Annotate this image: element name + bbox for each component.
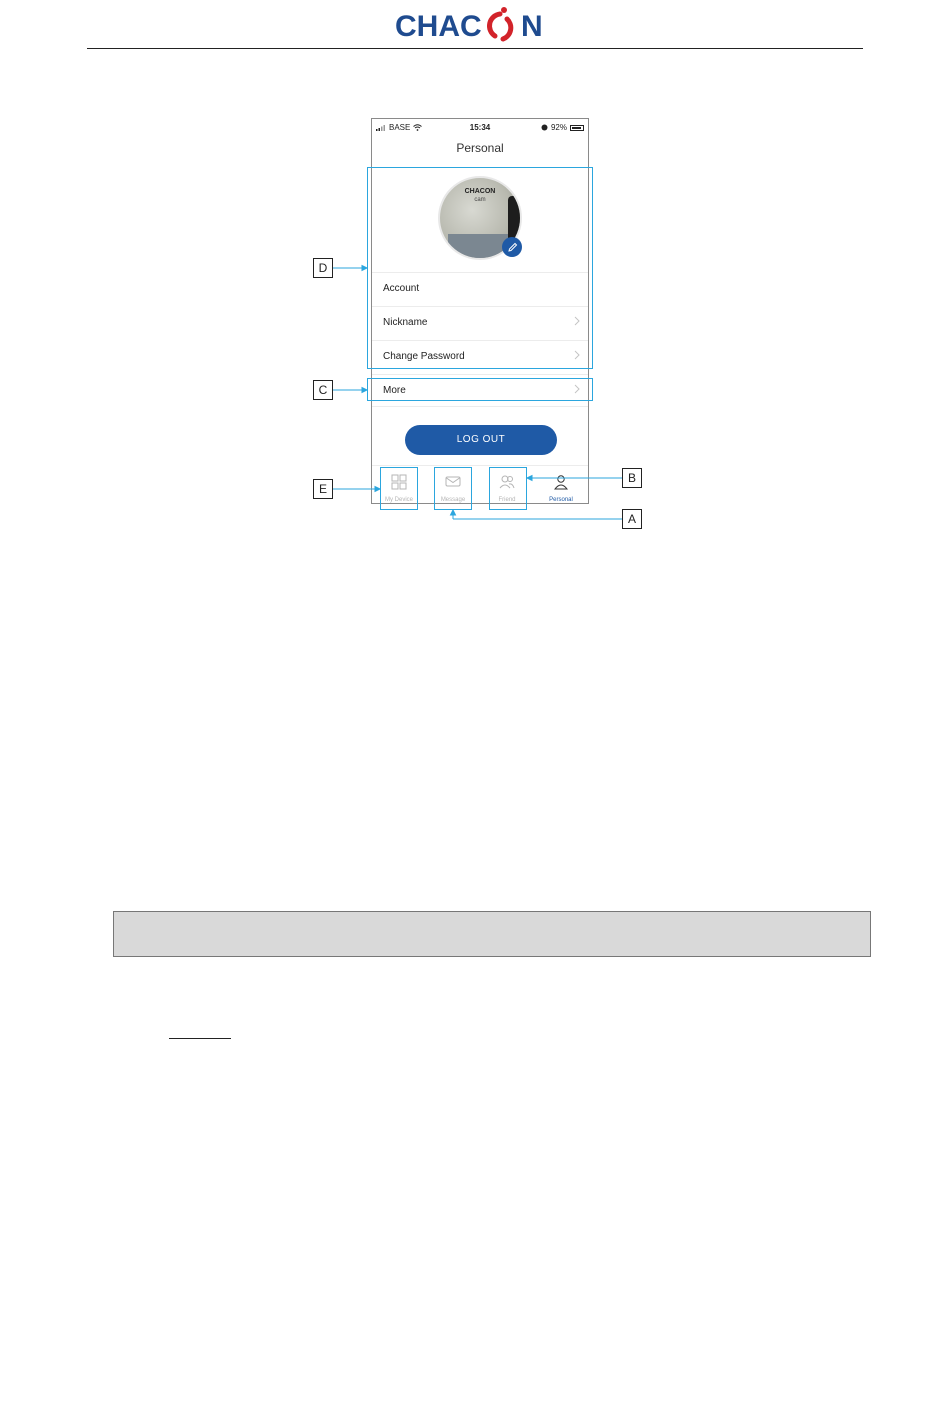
carrier-label: BASE (389, 123, 411, 132)
tab-label: Friend (498, 497, 516, 503)
callout-highlight-e (380, 467, 418, 510)
account-label: Account (383, 283, 420, 294)
callout-label-d: D (313, 258, 333, 278)
alarm-icon (541, 124, 548, 131)
callout-highlight-b (489, 467, 527, 510)
screen-title: Personal (456, 141, 504, 155)
battery-icon (570, 125, 584, 131)
nickname-label: Nickname (383, 317, 428, 328)
callout-highlight-a (434, 467, 472, 510)
tab-label: Message (440, 497, 466, 503)
callout-label-c: C (313, 380, 333, 400)
tab-label: Personal (549, 497, 573, 503)
brand-logo (0, 6, 950, 51)
logout-button[interactable]: LOG OUT (405, 425, 557, 455)
brand-text: CHAC (395, 10, 482, 43)
status-bar (372, 119, 588, 135)
battery-percent: 92% (550, 123, 567, 132)
brand-text-suffix: N (521, 10, 543, 43)
change-password-label: Change Password (383, 351, 465, 362)
header-rule (87, 48, 863, 49)
section-underline (169, 1038, 231, 1039)
tab-personal[interactable] (534, 466, 588, 504)
avatar-logo-text: CHACON (464, 188, 496, 195)
person-icon (553, 474, 569, 490)
avatar-caption: cam (474, 197, 486, 203)
callout-highlight-c (367, 378, 593, 401)
callout-highlight-d (367, 167, 593, 369)
more-label: More (383, 385, 406, 396)
clock-label: 15:34 (469, 123, 491, 132)
callout-label-e: E (313, 479, 333, 499)
callout-label-b: B (622, 468, 642, 488)
tab-label: My Device (384, 497, 413, 503)
brand-o-icon (489, 7, 510, 39)
callout-label-a: A (622, 509, 642, 529)
chacon-logo (395, 6, 555, 46)
note-box (113, 911, 871, 957)
